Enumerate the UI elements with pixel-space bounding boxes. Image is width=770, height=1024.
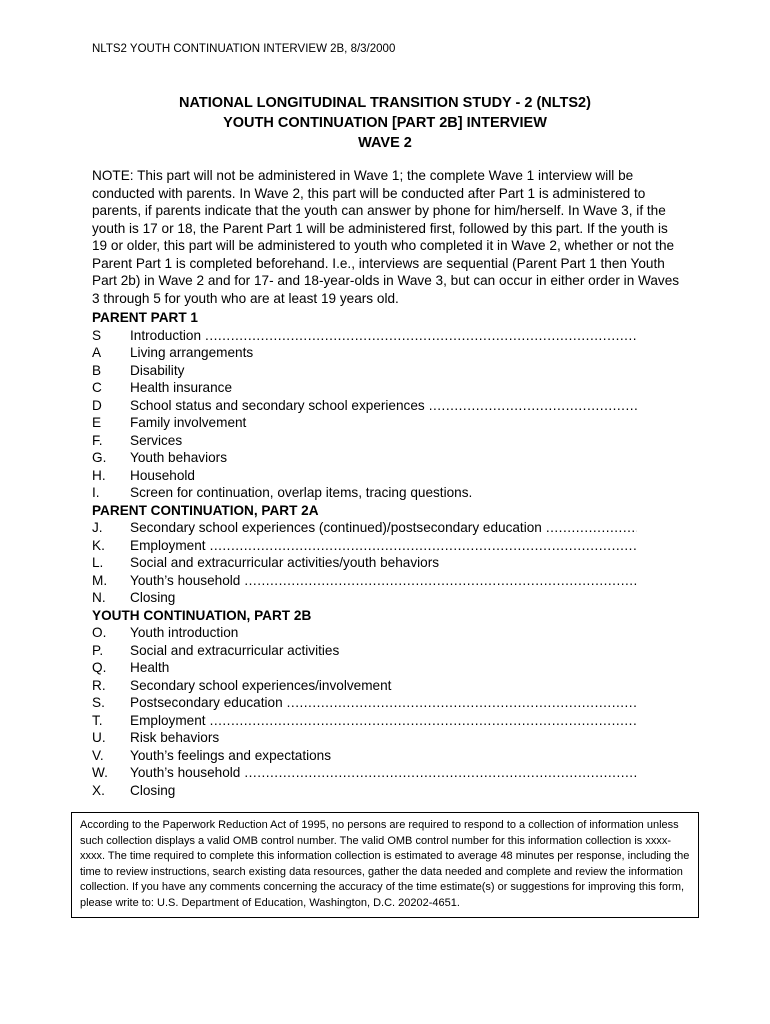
toc-item-label: Introduction (130, 327, 202, 343)
toc-item (92, 537, 637, 555)
toc-item (92, 397, 637, 415)
administration-note: NOTE: This part will not be administered in Wave 1; the complete Wave 1 interview will be conducted with parents. In Wave 2, this part will be conducted after Part 1 is administered to parents, if parents indicate that the youth can answer by phone for him/herself. In Wave 3, if the youth is 17 or 18, the Parent Part 1 will be administered first, followed by this part. If the youth is 19 or older, this part will be administered to youth who completed it in Wave 2, whether or not the Parent Part 1 is completed beforehand. I.e., interviews are sequential (Parent Part 1 then Youth Part 2b) in Wave 2 and for 17- and 18-year-olds in Wave 3, but can occur in either order in Waves 3 through 5 for youth who are at least 19 years old. (92, 168, 680, 306)
dot-leader (210, 712, 637, 730)
dot-leader (205, 327, 637, 345)
toc-item-label: School status and secondary school experiences (130, 397, 425, 413)
toc-item-letter: W. (92, 765, 108, 780)
title-line-2: YOUTH CONTINUATION [PART 2B] INTERVIEW (223, 115, 547, 131)
toc-item (92, 624, 637, 642)
toc-item-letter: I. (92, 485, 100, 500)
toc-item-label: Family involvement (130, 415, 247, 430)
toc-item-letter: F. (92, 432, 103, 448)
toc-item (92, 379, 637, 397)
toc-item (92, 327, 637, 345)
toc-item (92, 344, 637, 362)
toc-item-letter: H. (92, 467, 106, 483)
toc-item-label: Youth behaviors (130, 450, 227, 465)
toc-item-label: Living arrangements (130, 345, 254, 360)
toc-item-label: Household (130, 467, 195, 483)
toc-item-letter: O. (92, 625, 107, 640)
toc-item-letter: E (92, 415, 102, 430)
toc-item-letter: X. (92, 782, 105, 798)
dot-leader (429, 397, 637, 415)
toc-item-label: Social and extracurricular activities (130, 642, 340, 658)
toc-item (92, 572, 637, 590)
toc-item (92, 659, 637, 677)
toc-item-label: Secondary school experiences/involvement (130, 677, 392, 693)
toc-item (92, 519, 637, 537)
running-header: NLTS2 YOUTH CONTINUATION INTERVIEW 2B, 8/3/2000 (92, 43, 396, 55)
section-heading: PARENT CONTINUATION, PART 2A (92, 502, 319, 518)
toc-item-letter: Q. (92, 660, 107, 675)
toc-item (92, 467, 637, 485)
table-of-contents (92, 309, 637, 799)
dot-leader (287, 694, 637, 712)
toc-item-letter: G. (92, 450, 107, 465)
toc-item (92, 554, 637, 572)
toc-item-letter: R. (92, 677, 106, 693)
toc-item-letter: S. (92, 695, 105, 710)
toc-item-label: Youth’s household (130, 765, 241, 780)
dot-leader (244, 572, 637, 590)
toc-item (92, 362, 637, 380)
toc-item (92, 764, 637, 782)
toc-item-label: Secondary school experiences (continued)/postsecondary education (130, 520, 542, 535)
toc-item (92, 589, 637, 607)
toc-item-label: Health (130, 660, 170, 675)
document-title (60, 93, 710, 153)
toc-item-label: Screen for continuation, overlap items, tracing questions. (130, 485, 473, 500)
toc-item (92, 484, 637, 502)
toc-item-label: Health insurance (130, 380, 233, 395)
toc-item-label: Social and extracurricular activities/youth behaviors (130, 555, 440, 570)
toc-item-label: Closing (130, 782, 176, 798)
toc-item-letter: M. (92, 572, 108, 588)
toc-item-label: Services (130, 432, 183, 448)
toc-item (92, 677, 637, 695)
title-line-1: NATIONAL LONGITUDINAL TRANSITION STUDY - 2 (NLTS2) (179, 95, 591, 111)
toc-item-letter: T. (92, 712, 103, 728)
toc-item-letter: S (92, 327, 102, 343)
toc-item-letter: K. (92, 537, 105, 553)
toc-item (92, 449, 637, 467)
toc-item-letter: L. (92, 555, 104, 570)
toc-item (92, 694, 637, 712)
toc-item (92, 642, 637, 660)
toc-item (92, 729, 637, 747)
toc-item-letter: B (92, 362, 102, 378)
toc-item (92, 414, 637, 432)
toc-item-letter: U. (92, 730, 106, 745)
toc-item-letter: J. (92, 520, 103, 535)
toc-item (92, 747, 637, 765)
toc-item-label: Postsecondary education (130, 695, 283, 710)
toc-item (92, 712, 637, 730)
toc-item-label: Disability (130, 362, 185, 378)
toc-item-label: Closing (130, 590, 176, 605)
toc-item-letter: C (92, 380, 102, 395)
toc-item-label: Risk behaviors (130, 730, 220, 745)
toc-item-label: Youth introduction (130, 625, 239, 640)
section-heading: YOUTH CONTINUATION, PART 2B (92, 607, 312, 623)
dot-leader (546, 519, 637, 537)
toc-item (92, 782, 637, 800)
toc-item-letter: P. (92, 642, 104, 658)
toc-item-letter: D (92, 397, 102, 413)
toc-item-label: Employment (130, 712, 206, 728)
toc-item-label: Youth’s household (130, 572, 241, 588)
title-line-3: WAVE 2 (358, 135, 412, 151)
toc-item-label: Youth’s feelings and expectations (130, 747, 332, 763)
toc-item-label: Employment (130, 537, 206, 553)
dot-leader (210, 537, 637, 555)
toc-item-letter: A (92, 345, 102, 360)
toc-item-letter: N. (92, 590, 106, 605)
toc-item-letter: V. (92, 747, 104, 763)
toc-item (92, 432, 637, 450)
paperwork-reduction-notice: According to the Paperwork Reduction Act of 1995, no persons are required to respond to a collection of information unless such collection displays a valid OMB control number. The valid OMB control number for this information collection is xxxx-xxxx. The time required to complete this information collection is estimated to average 48 minutes per response, including the time to review instructions, search existing data resources, gather the data needed and complete and review the information collection. If you have any comments concerning the accuracy of the time estimate(s) or suggestions for improving this form, please write to: U.S. Department of Education, Washington, D.C. 20202-4651. (71, 812, 699, 918)
section-heading: PARENT PART 1 (92, 310, 198, 325)
dot-leader (244, 764, 637, 782)
